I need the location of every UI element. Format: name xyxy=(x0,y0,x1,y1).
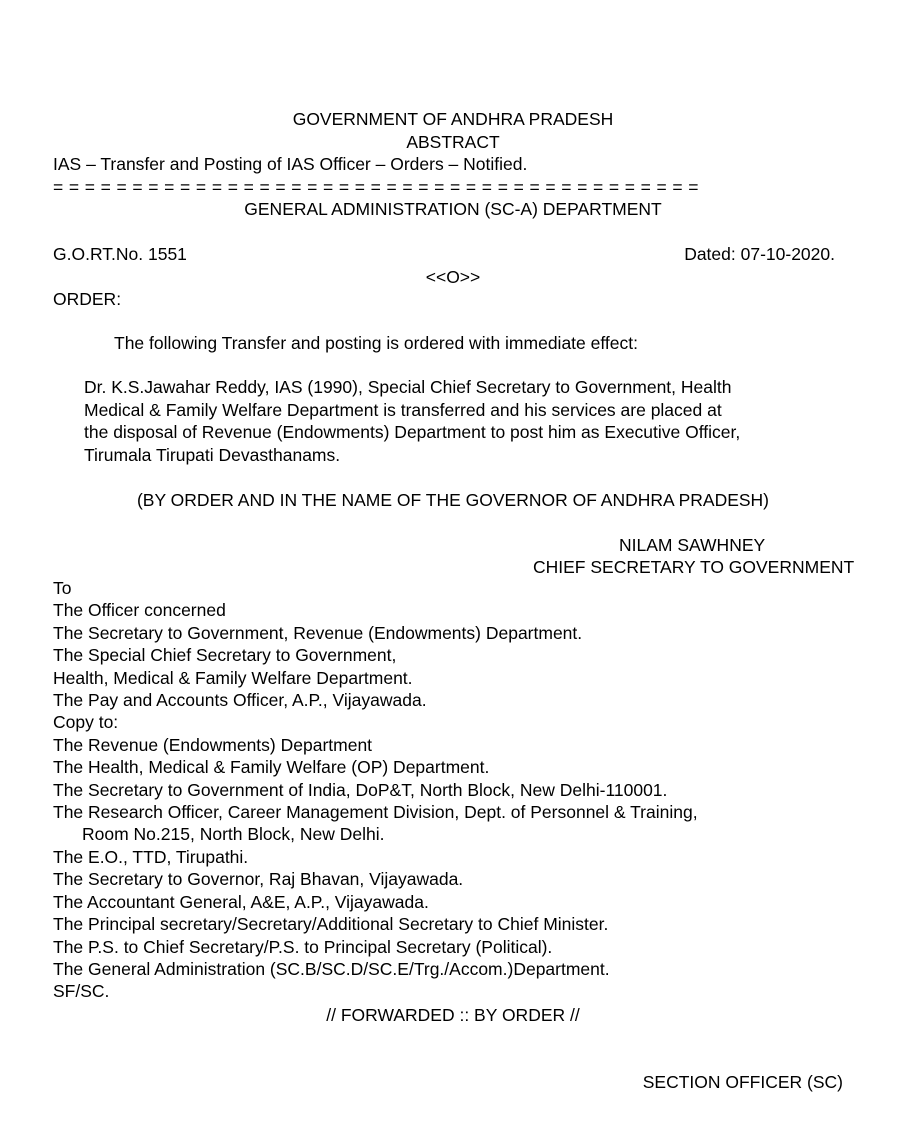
list-item: The Officer concerned xyxy=(53,600,226,621)
order-intro: The following Transfer and posting is ordered with immediate effect: xyxy=(114,333,638,353)
list-item: The Revenue (Endowments) Department xyxy=(53,734,373,755)
list-item: The General Administration (SC.B/SC.D/SC.E/Trg./Accom.)Department. xyxy=(53,958,610,979)
list-item: Health, Medical & Family Welfare Department. xyxy=(53,667,413,688)
governor-order-line: (BY ORDER AND IN THE NAME OF THE GOVERNOR OF ANDHRA PRADESH) xyxy=(136,490,770,510)
forwarded-line: // FORWARDED :: BY ORDER // xyxy=(326,1005,580,1025)
department-heading: GENERAL ADMINISTRATION (SC-A) DEPARTMENT xyxy=(244,199,662,219)
separator-line: = = = = = = = = = = = = = = = = = = = = = = = = = = = = = = = = = = = = = = = = = xyxy=(53,177,699,197)
copy-to-label: Copy to: xyxy=(53,712,119,733)
subject-line: IAS – Transfer and Posting of IAS Officer – Orders – Notified. xyxy=(53,154,528,174)
list-item: The P.S. to Chief Secretary/P.S. to Principal Secretary (Political). xyxy=(53,936,553,957)
go-number: G.O.RT.No. 1551 xyxy=(53,244,187,264)
list-item: SF/SC. xyxy=(53,981,110,1002)
order-date: Dated: 07-10-2020. xyxy=(684,244,835,264)
list-item: The E.O., TTD, Tirupathi. xyxy=(53,846,249,867)
section-officer: SECTION OFFICER (SC) xyxy=(642,1072,843,1092)
government-heading: GOVERNMENT OF ANDHRA PRADESH xyxy=(292,109,614,129)
signatory-name: NILAM SAWHNEY xyxy=(619,535,766,555)
abstract-heading: ABSTRACT xyxy=(406,132,500,152)
to-label: To xyxy=(53,578,72,598)
paragraph-line: the disposal of Revenue (Endowments) Department to post him as Executive Officer, xyxy=(84,422,741,443)
signatory-title: CHIEF SECRETARY TO GOVERNMENT xyxy=(533,557,855,577)
paragraph-line: Dr. K.S.Jawahar Reddy, IAS (1990), Special Chief Secretary to Government, Health xyxy=(84,377,732,397)
list-item: Room No.215, North Block, New Delhi. xyxy=(82,824,385,845)
list-item: The Secretary to Government, Revenue (Endowments) Department. xyxy=(53,622,583,643)
list-item: The Pay and Accounts Officer, A.P., Vijayawada. xyxy=(53,690,427,711)
order-label: ORDER: xyxy=(53,289,122,309)
distribution-list xyxy=(53,577,698,1003)
list-item: The Research Officer, Career Management Division, Dept. of Personnel & Training, xyxy=(53,802,698,823)
list-item: The Secretary to Governor, Raj Bhavan, Vijayawada. xyxy=(53,869,464,890)
list-item: The Health, Medical & Family Welfare (OP) Department. xyxy=(53,757,490,778)
order-paragraph xyxy=(84,376,794,466)
list-item: The Accountant General, A&E, A.P., Vijayawada. xyxy=(53,891,429,912)
list-item: The Secretary to Government of India, DoP&T, North Block, New Delhi-110001. xyxy=(53,779,668,800)
paragraph-line: Medical & Family Welfare Department is transferred and his services are placed at xyxy=(84,399,722,420)
paragraph-line: Tirumala Tirupati Devasthanams. xyxy=(84,444,341,465)
list-item: The Special Chief Secretary to Government, xyxy=(53,645,397,666)
separator-marker: <<O>> xyxy=(425,267,481,287)
list-item: The Principal secretary/Secretary/Additional Secretary to Chief Minister. xyxy=(53,914,609,935)
